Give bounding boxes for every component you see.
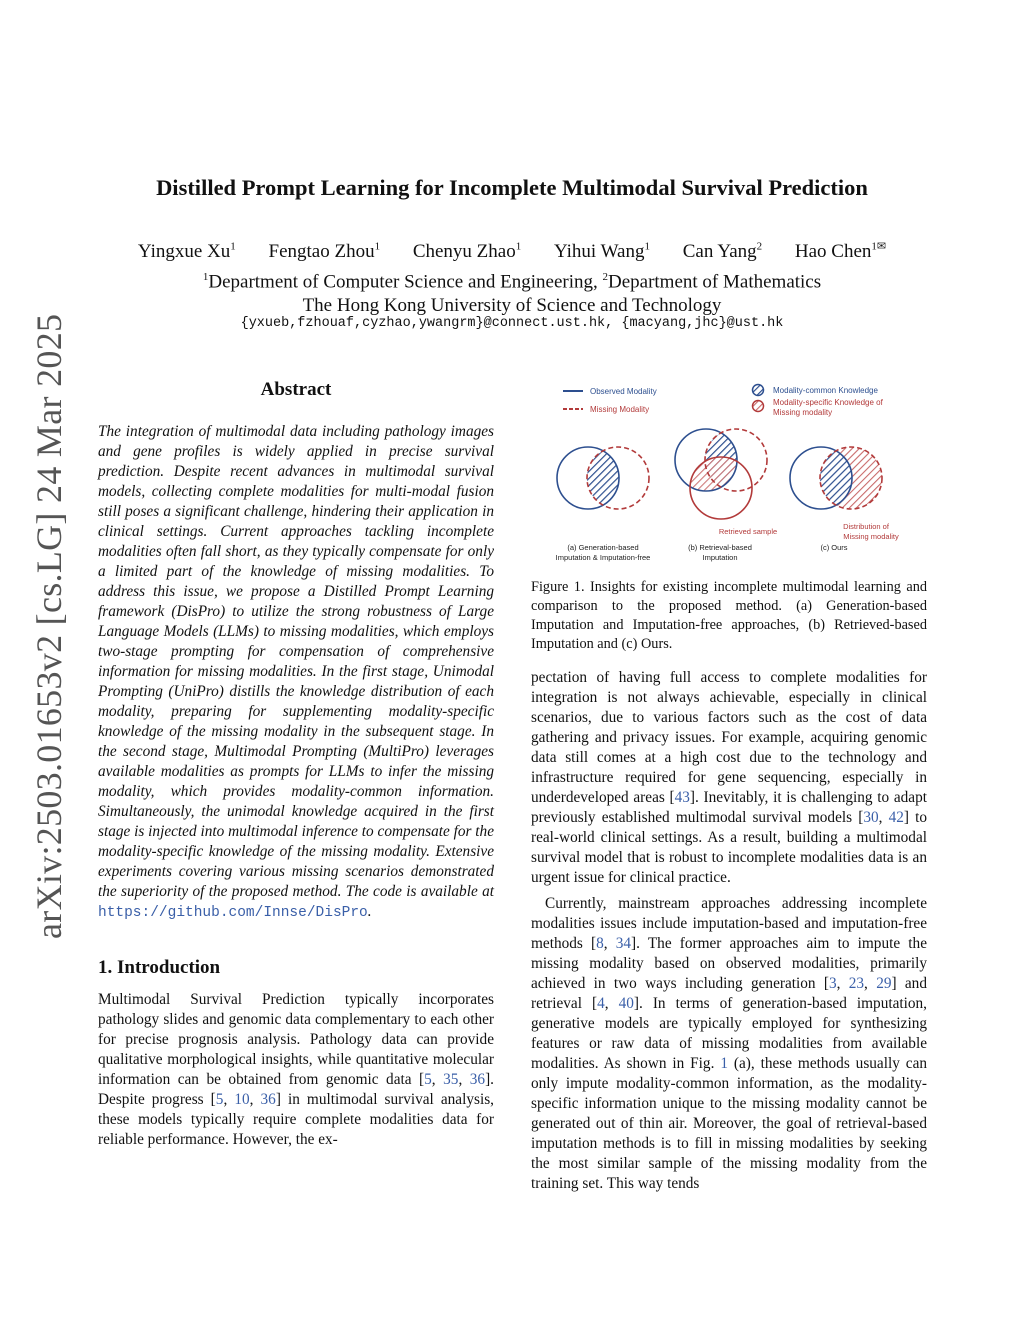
abstract-text: The integration of multimodal data including pathology images and gene profiles is widely applied in precise survival prediction. Despite recent advances in multimodal survival models, collecting complete modalities for multi-modal fusion still poses a significant challenge, hindering their application in clinical settings. Current approaches tackling incomplete modalities often fall short, as they typically compensate for only a limited part of the knowledge of missing modalities. To address this issue, we propose a Distilled Prompt Learning framework (DisPro) to utilize the strong robustness of Large Language Models (LLMs) to missing modalities, which employs two-stage prompting for compensation of comprehensive information for missing modalities. In the first stage, Unimodal Prompting (UniPro) distills the knowledge distribution of each modality, preparing for supplementing modality-specific knowledge of the missing modality in the subsequent stage. In the second stage, Multimodal Prompting (MultiPro) leverages available modalities as prompts for LLMs to infer the missing modality, which provides modality-common information. Simultaneously, the unimodal knowledge acquired in the first stage is injected into multimodal inference to compensate for the modality-specific knowledge of the missing modality. Extensive experiments covering various missing scenarios demonstrated the superiority of the proposed method. The code is available at https://github.com/Innse/DisPro.	[98, 423, 494, 921]
figure-1	[531, 380, 927, 572]
right-column	[531, 380, 927, 1194]
panel-b-label-1: (b) Retrieval-based	[688, 543, 752, 552]
body-paragraph: Currently, mainstream approaches addressing incomplete modalities issues include imputation-based and imputation-free methods [8, 34]. The former approaches aim to impute the missing modality based on observed modalities, primarily achieved in two ways including generation [3, 23, 29] and retrieval [4, 40]. In terms of generation-based imputation, generative models are typically employed for synthesizing features or raw data of missing modalities from available modalities. As shown in Fig. 1 (a), these methods usually can only impute modality-common information, as the modality-specific information unique to the missing modality cannot be generated out of thin air. Moreover, the goal of retrieval-based imputation methods is to fill in missing modalities by seeking the most similar sample of the missing modality from the training set. This way tends	[531, 895, 928, 1192]
author: Chenyu Zhao$^1$	[412, 241, 522, 263]
legend-specific-icon	[753, 401, 764, 412]
citation-link[interactable]: 42	[888, 809, 904, 826]
left-column	[98, 380, 494, 1150]
legend-common-icon	[753, 385, 764, 396]
citation-link[interactable]: 30	[863, 809, 879, 826]
citation-link[interactable]: 3	[828, 975, 837, 992]
paper-title: Distilled Prompt Learning for Incomplete Multimodal Survival Prediction	[156, 175, 868, 200]
author: Can Yang$^2$	[682, 241, 763, 263]
panel-a-label-2: Imputation & Imputation-free	[555, 553, 651, 562]
legend-specific-2: Missing modality	[773, 408, 833, 417]
citation-link[interactable]: 36	[469, 1071, 486, 1088]
intro-heading: 1. Introduction	[98, 957, 221, 978]
legend-specific-1: Modality-specific Knowledge of	[773, 398, 883, 407]
citation-link[interactable]: 40	[618, 995, 634, 1012]
affiliations: $^1$Department of Computer Science and Engineering, $^2$Department of Mathematics The Hong Kong University of Science and Technology	[0, 265, 1024, 318]
citation-link[interactable]: 23	[848, 975, 865, 992]
distribution-label-1: Distribution of	[843, 522, 889, 531]
abstract-heading: Abstract	[260, 379, 332, 400]
citation-link[interactable]: 5	[424, 1071, 432, 1088]
citation-link[interactable]: 43	[674, 789, 690, 806]
figure-ref-link[interactable]: 1	[720, 1055, 728, 1072]
author-emails: {yxueb,fzhouaf,cyzhao,ywangrm}@connect.ust.hk, {macyang,jhc}@ust.hk	[240, 316, 784, 331]
retrieved-sample-label: Retrieved sample	[718, 527, 778, 536]
distribution-label-2: Missing modality	[843, 532, 899, 541]
author: Hao Chen$^{1✉}$	[794, 241, 887, 263]
author: Fengtao Zhou$^1$	[268, 241, 381, 263]
citation-link[interactable]: 34	[615, 935, 632, 952]
citation-link[interactable]: 8	[596, 935, 604, 952]
panel-b-label-2: Imputation	[702, 553, 738, 562]
citation-link[interactable]: 29	[876, 975, 892, 992]
author: Yihui Wang$^1$	[553, 241, 650, 263]
citation-link[interactable]: 5	[215, 1091, 224, 1108]
arxiv-identifier: arXiv:2503.01653v2 [cs.LG] 24 Mar 2025	[29, 313, 69, 939]
citation-link[interactable]: 35	[443, 1071, 459, 1088]
citation-link[interactable]: 4	[597, 995, 605, 1012]
legend-observed: Observed Modality	[590, 387, 657, 396]
figure-1-diagram	[531, 380, 927, 572]
citation-link[interactable]: 36	[260, 1091, 276, 1108]
code-link[interactable]: https://github.com/Innse/DisPro	[98, 905, 368, 921]
legend-common: Modality-common Knowledge	[773, 386, 878, 395]
figure-1-caption: Figure 1. Insights for existing incomplete multimodal learning and comparison to the proposed method. (a) Generation-based Imputation and Imputation-free approaches, (b) Retrieved-based Imputation and (c) Ours.	[531, 579, 927, 652]
panel-a-label-1: (a) Generation-based	[567, 543, 639, 552]
author-list	[0, 240, 1024, 263]
intro-paragraph: Multimodal Survival Prediction typically incorporates pathology slides and genomic data complementary to each other for precise prognosis analysis. Pathology data can provide qualitative morphological insights, while quantitative molecular information can be obtained from genomic data [5, 35, 36]. Despite progress [5, 10, 36] in multimodal survival analysis, these models typically require complete modalities data for reliable performance. However, the ex-	[98, 991, 494, 1148]
university: The Hong Kong University of Science and Technology	[302, 295, 722, 317]
legend-missing: Missing Modality	[590, 405, 650, 414]
panel-c-label: (c) Ours	[820, 543, 848, 552]
body-paragraph: pectation of having full access to complete modalities for integration is not always achievable, especially in clinical scenarios, due to various factors such as the cost of data gathering and privacy issues. For example, acquiring genomic data still comes at a high cost due to the technology and infrastructure required for gene sequencing, especially in underdeveloped areas [43]. Inevitably, it is challenging to adapt previously established multimodal survival models [30, 42] to real-world clinical settings. As a result, building a multimodal survival model that is robust to incomplete modalities data is an urgent issue for clinical practice.	[531, 669, 927, 886]
citation-link[interactable]: 10	[234, 1091, 250, 1108]
author: Yingxue Xu$^1$	[137, 241, 236, 263]
